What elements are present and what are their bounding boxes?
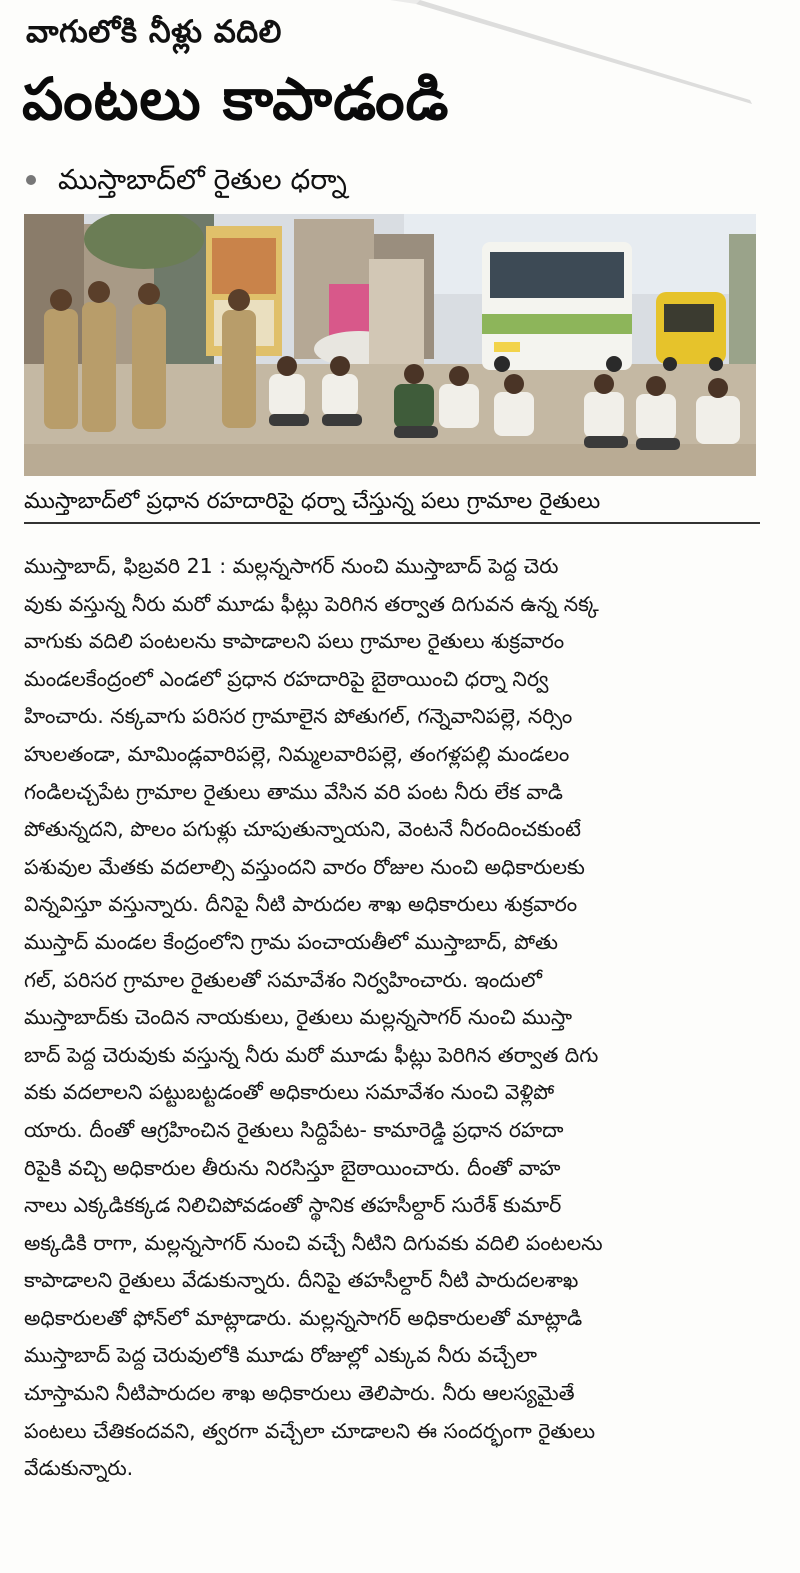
- body-line: పోతున్నదని, పొలం పగుళ్లు చూపుతున్నాయని, వెంటనే నీరందించకుంటే: [24, 817, 581, 842]
- body-line: వాగుకు వదిలి పంటలను కాపాడాలని పలు గ్రామాల రైతులు శుక్రవారం: [24, 629, 565, 654]
- photo-caption: ముస్తాబాద్‌లో ప్రధాన రహదారిపై ధర్నా చేస్తున్న పలు గ్రామాల రైతులు: [24, 484, 760, 524]
- body-line: హులతండా, మామిండ్లవారిపల్లె, నిమ్మలవారిపల్లె, తంగళ్లపల్లి మండలం: [24, 741, 570, 766]
- subheadline: ముస్తాబాద్‌లో రైతుల ధర్నా: [58, 163, 347, 196]
- body-line: చూస్తామని నీటిపారుదల శాఖ అధికారులు తెలిపారు. నీరు ఆలస్యమైతే: [24, 1381, 575, 1406]
- protest-photo-illustration: [24, 214, 756, 476]
- body-line: వకు వదలాలని పట్టుబట్టడంతో అధికారులు సమావేశం నుంచి వెళ్లిపో: [24, 1080, 555, 1105]
- body-line: యారు. దీంతో ఆగ్రహించిన రైతులు సిద్దిపేట- కామారెడ్డి ప్రధాన రహదా: [24, 1117, 564, 1142]
- body-line: ముస్తాబాద్‌కు చెందిన నాయకులు, రైతులు మల్లన్నసాగర్ నుంచి ముస్తా: [24, 1005, 572, 1030]
- body-line: పశువుల మేతకు వదలాల్సి వస్తుందని వారం రోజుల నుంచి అధికారులకు: [24, 854, 585, 879]
- body-line: గండిలచ్చపేట గ్రామాల రైతులు తాము వేసిన వరి పంట నీరు లేక వాడి: [24, 779, 563, 804]
- paper-fold-shadow: [390, 0, 790, 110]
- body-line: ముస్తాబాద్ పెద్ద చెరువులోకి మూడు రోజుల్లో ఎక్కువ నీరు వచ్చేలా: [24, 1343, 538, 1368]
- body-line: బాద్ పెద్ద చెరువుకు వస్తున్న నీరు మరో మూడు ఫీట్లు పెరిగిన తర్వాత దిగు: [24, 1042, 599, 1067]
- body-line: రిపైకి వచ్చి అధికారుల తీరును నిరసిస్తూ బైఠాయించారు. దీంతో వాహ: [24, 1155, 561, 1180]
- subheadline-row: [26, 160, 347, 200]
- bullet-icon: [26, 175, 36, 185]
- body-line: మండలకేంద్రంలో ఎండలో ప్రధాన రహదారిపై బైఠాయించి ధర్నా నిర్వ: [24, 666, 549, 691]
- news-photo: [24, 214, 756, 476]
- body-line: విన్నవిస్తూ వస్తున్నారు. దీనిపై నీటి పారుదల శాఖ అధికారులు శుక్రవారం: [24, 892, 578, 917]
- body-line: ముస్తాబాద్, ఫిబ్రవరి 21 : మల్లన్నసాగర్ నుంచి ముస్తాబాద్ పెద్ద చెరు: [24, 554, 559, 578]
- body-line: వుకు వస్తున్న నీరు మరో మూడు ఫీట్లు పెరిగిన తర్వాత దిగువన ఉన్న నక్క: [24, 591, 599, 616]
- kicker-headline: వాగులోకి నీళ్లు వదిలి: [26, 14, 282, 50]
- body-line: గల్, పరిసర గ్రామాల రైతులతో సమావేశం నిర్వహించారు. ఇందులో: [24, 967, 542, 992]
- body-line: పంటలు చేతికందవని, త్వరగా వచ్చేలా చూడాలని ఈ సందర్భంగా రైతులు: [24, 1418, 596, 1443]
- body-line: వేడుకున్నారు.: [24, 1456, 134, 1481]
- main-headline: పంటలు కాపాడండి: [22, 65, 450, 133]
- article-body: [24, 548, 764, 1488]
- body-line: అధికారులతో ఫోన్‌లో మాట్లాడారు. మల్లన్నసాగర్ అధికారులతో మాట్లాడి: [24, 1305, 583, 1330]
- body-line: నాలు ఎక్కడికక్కడ నిలిచిపోవడంతో స్థానిక తహసీల్దార్ సురేశ్ కుమార్: [24, 1193, 562, 1218]
- body-line: అక్కడికి రాగా, మల్లన్నసాగర్ నుంచి వచ్చే నీటిని దిగువకు వదిలి పంటలను: [24, 1230, 603, 1255]
- body-line: హించారు. నక్కవాగు పరిసర గ్రామాలైన పోతుగల్, గన్నెవానిపల్లె, నర్సిం: [24, 704, 573, 729]
- body-line: ముస్తాద్ మండల కేంద్రంలోని గ్రామ పంచాయతీలో ముస్తాబాద్, పోతు: [24, 929, 559, 954]
- body-line: కాపాడాలని రైతులు వేడుకున్నారు. దీనిపై తహసీల్దార్ నీటి పారుదలశాఖ: [24, 1268, 579, 1293]
